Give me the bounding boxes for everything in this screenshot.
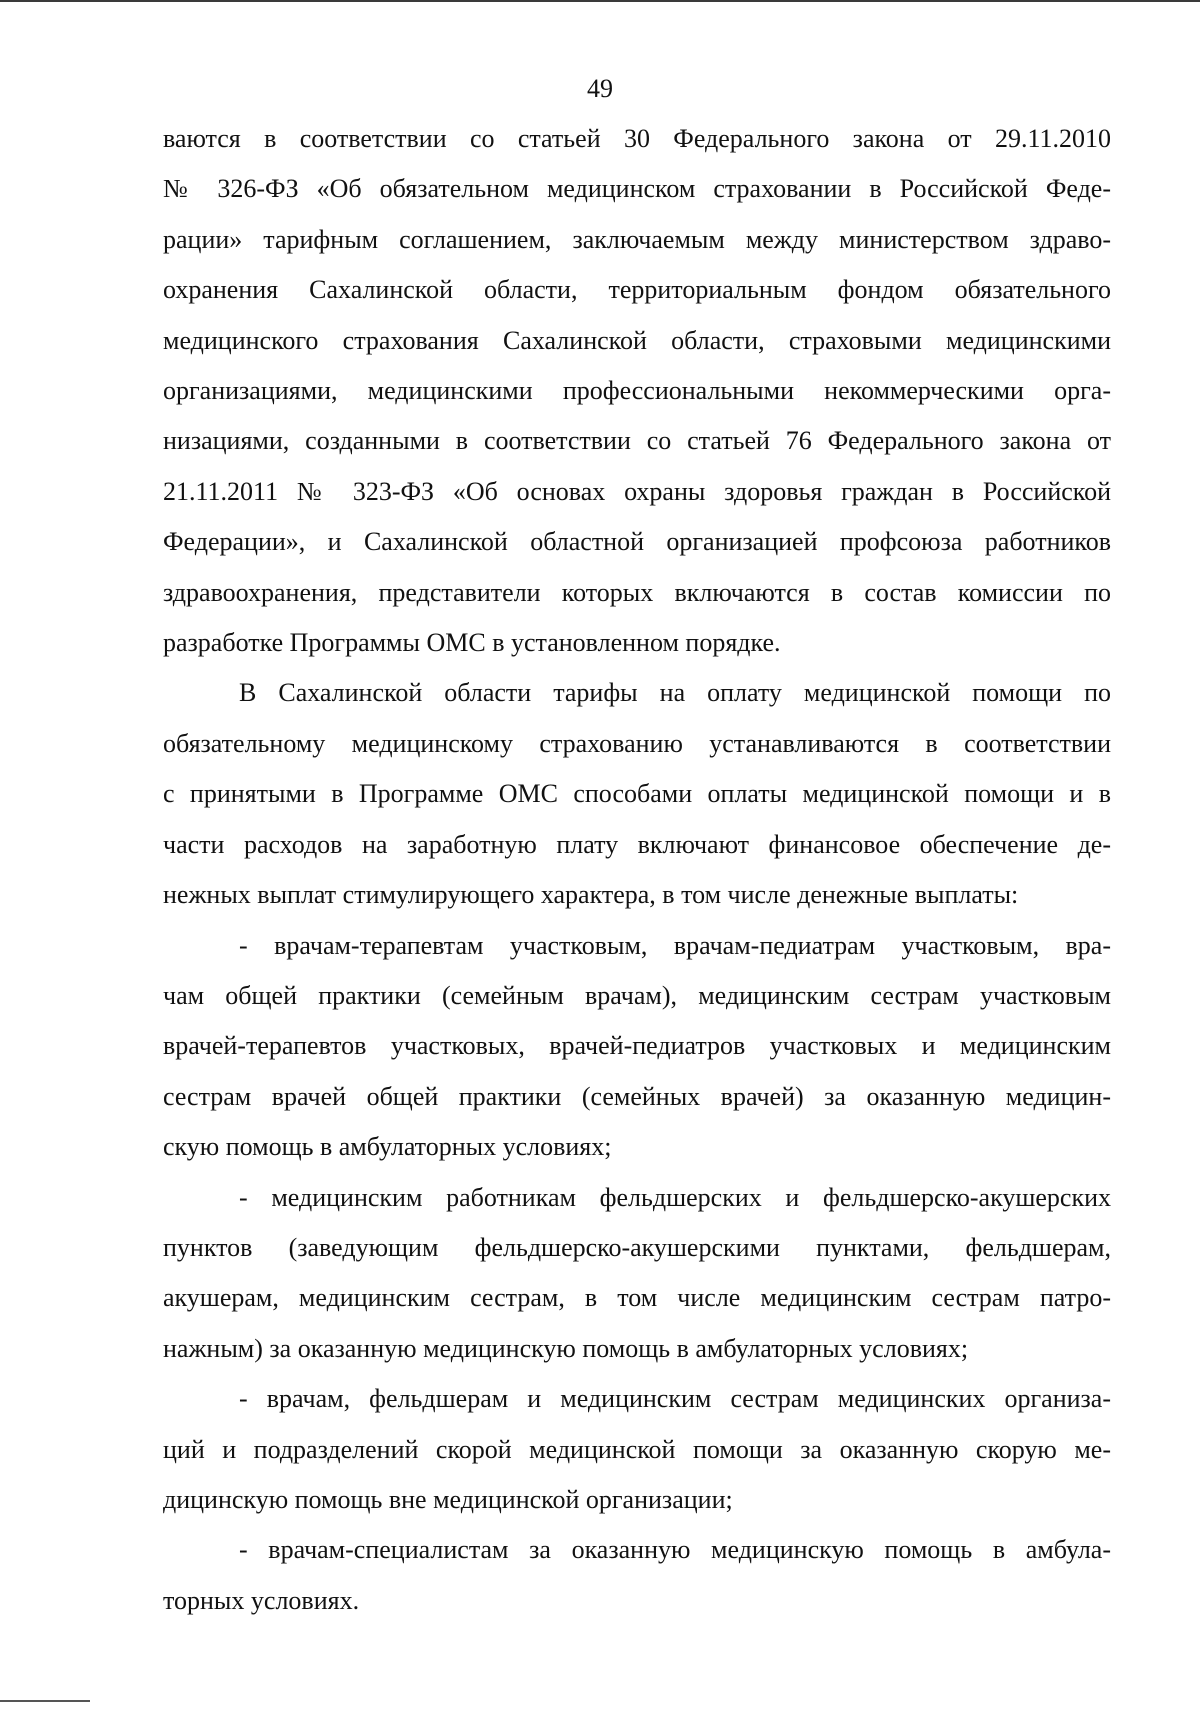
- text-line: охранения Сахалинской области, территориальным фондом обязательного: [163, 275, 1111, 305]
- paragraph-tariff-agreement: [163, 114, 1111, 668]
- paragraph-tariffs-sakhalin: [163, 668, 1111, 920]
- text-line: - врачам, фельдшерам и медицинским сестрам медицинских организа-: [239, 1384, 1111, 1414]
- text-line: нежных выплат стимулирующего характера, в том числе денежные выплаты:: [163, 880, 1019, 910]
- text-line: здравоохранения, представители которых включаются в состав комиссии по: [163, 577, 1111, 607]
- page-number: 49: [587, 74, 613, 103]
- list-item-feldsher-points: [163, 1173, 1111, 1375]
- document-body: [163, 114, 1111, 1626]
- text-line: № 326-ФЗ «Об обязательном медицинском страховании в Российской Феде-: [163, 174, 1111, 204]
- text-line: ваются в соответствии со статьей 30 Федерального закона от 29.11.2010: [163, 124, 1111, 153]
- page-bottom-edge-mark: [0, 1700, 90, 1702]
- text-line: ций и подразделений скорой медицинской помощи за оказанную скорую ме-: [163, 1434, 1111, 1464]
- list-item-district-doctors: [163, 921, 1111, 1173]
- text-line: части расходов на заработную плату включают финансовое обеспечение де-: [163, 829, 1111, 859]
- text-line: Федерации», и Сахалинской областной организацией профсоюза работников: [163, 527, 1111, 557]
- text-line: В Сахалинской области тарифы на оплату медицинской помощи по: [239, 678, 1111, 708]
- text-line: - врачам-специалистам за оказанную медицинскую помощь в амбула-: [239, 1535, 1111, 1565]
- text-line: низациями, созданными в соответствии со статьей 76 Федерального закона от: [163, 426, 1111, 456]
- text-line: организациями, медицинскими профессиональными некоммерческими орга-: [163, 376, 1111, 406]
- text-line: с принятыми в Программе ОМС способами оплаты медицинской помощи и в: [163, 779, 1111, 809]
- list-item-specialists: [163, 1525, 1111, 1626]
- text-line: пунктов (заведующим фельдшерско-акушерскими пунктами, фельдшерам,: [163, 1232, 1111, 1262]
- text-line: скую помощь в амбулаторных условиях;: [163, 1132, 612, 1162]
- text-line: 21.11.2011 № 323-ФЗ «Об основах охраны здоровья граждан в Российской: [163, 476, 1111, 506]
- text-line: - врачам-терапевтам участковым, врачам-педиатрам участковым, вра-: [239, 930, 1111, 960]
- text-line: разработке Программы ОМС в установленном порядке.: [163, 628, 781, 658]
- list-item-emergency-care: [163, 1374, 1111, 1525]
- text-line: нажным) за оказанную медицинскую помощь в амбулаторных условиях;: [163, 1333, 969, 1363]
- page-top-edge: [0, 0, 1200, 2]
- text-line: чам общей практики (семейным врачам), медицинским сестрам участковым: [163, 980, 1111, 1010]
- text-line: - медицинским работникам фельдшерских и фельдшерско-акушерских: [239, 1182, 1111, 1212]
- text-line: сестрам врачей общей практики (семейных врачей) за оказанную медицин-: [163, 1081, 1111, 1111]
- text-line: обязательному медицинскому страхованию устанавливаются в соответствии: [163, 728, 1111, 758]
- text-line: торных условиях.: [163, 1585, 360, 1615]
- text-line: рации» тарифным соглашением, заключаемым между министерством здраво-: [163, 224, 1111, 254]
- text-line: дицинскую помощь вне медицинской организации;: [163, 1484, 733, 1514]
- text-line: медицинского страхования Сахалинской области, страховыми медицинскими: [163, 325, 1111, 355]
- text-line: акушерам, медицинским сестрам, в том числе медицинским сестрам патро-: [163, 1283, 1111, 1313]
- text-line: врачей-терапевтов участковых, врачей-педиатров участковых и медицинским: [163, 1031, 1111, 1061]
